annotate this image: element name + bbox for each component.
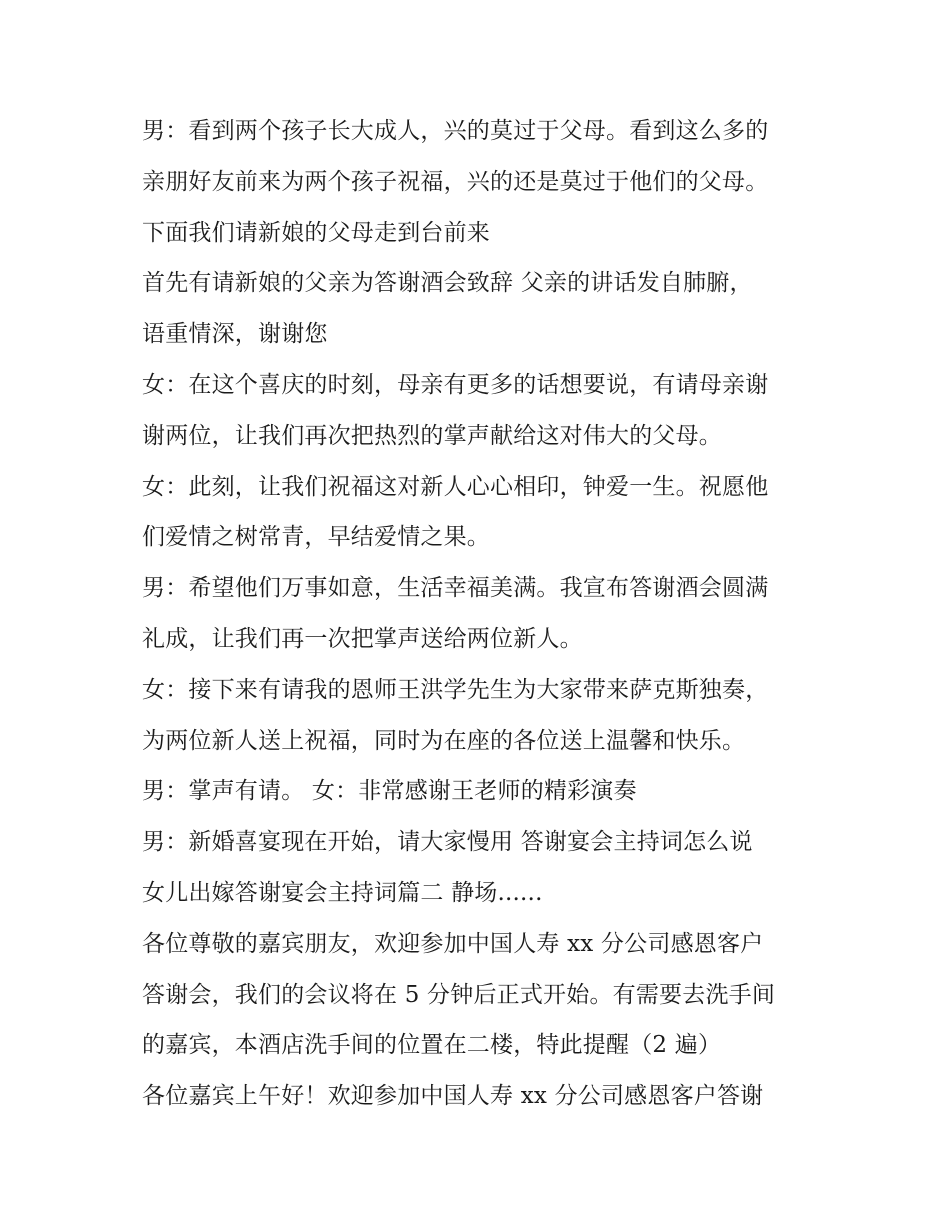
- text-line: 女：在这个喜庆的时刻，母亲有更多的话想要说，有请母亲谢: [142, 371, 769, 398]
- text-line: 为两位新人送上祝福，同时为在座的各位送上温馨和快乐。: [142, 727, 746, 754]
- text-line: 各位嘉宾上午好！欢迎参加中国人寿 xx 分公司感恩客户答谢: [142, 1083, 764, 1110]
- text-line: 礼成，让我们再一次把掌声送给两位新人。: [142, 625, 583, 652]
- text-line: 女：接下来有请我的恩师王洪学先生为大家带来萨克斯独奏，: [142, 676, 769, 703]
- text-line: 男：希望他们万事如意，生活幸福美满。我宣布答谢酒会圆满: [142, 575, 769, 602]
- text-line: 女儿出嫁答谢宴会主持词篇二 静场......: [142, 879, 543, 906]
- text-line: 女：此刻，让我们祝福这对新人心心相印，钟爱一生。祝愿他: [142, 473, 769, 500]
- text-line: 首先有请新娘的父亲为答谢酒会致辞 父亲的讲话发自肺腑，: [142, 270, 753, 297]
- text-line: 各位尊敬的嘉宾朋友，欢迎参加中国人寿 xx 分公司感恩客户: [142, 930, 764, 957]
- text-line: 亲朋好友前来为两个孩子祝福，兴的还是莫过于他们的父母。: [142, 168, 769, 195]
- text-line: 答谢会，我们的会议将在 5 分钟后正式开始。有需要去洗手间: [142, 981, 776, 1008]
- text-line: 男：新婚喜宴现在开始，请大家慢用 答谢宴会主持词怎么说: [142, 829, 753, 856]
- text-line: 的嘉宾，本酒店洗手间的位置在二楼，特此提醒（2 遍）: [142, 1032, 722, 1059]
- text-line: 男：掌声有请。 女：非常感谢王老师的精彩演奏: [142, 778, 637, 805]
- text-line: 们爱情之树常青，早结爱情之果。: [142, 524, 490, 551]
- text-line: 下面我们请新娘的父母走到台前来: [142, 219, 490, 246]
- text-line: 语重情深，谢谢您: [142, 321, 328, 348]
- text-line: 谢两位，让我们再次把热烈的掌声献给这对伟大的父母。: [142, 422, 722, 449]
- document-body: [142, 106, 822, 1122]
- text-line: 男：看到两个孩子长大成人，兴的莫过于父母。看到这么多的: [142, 118, 769, 144]
